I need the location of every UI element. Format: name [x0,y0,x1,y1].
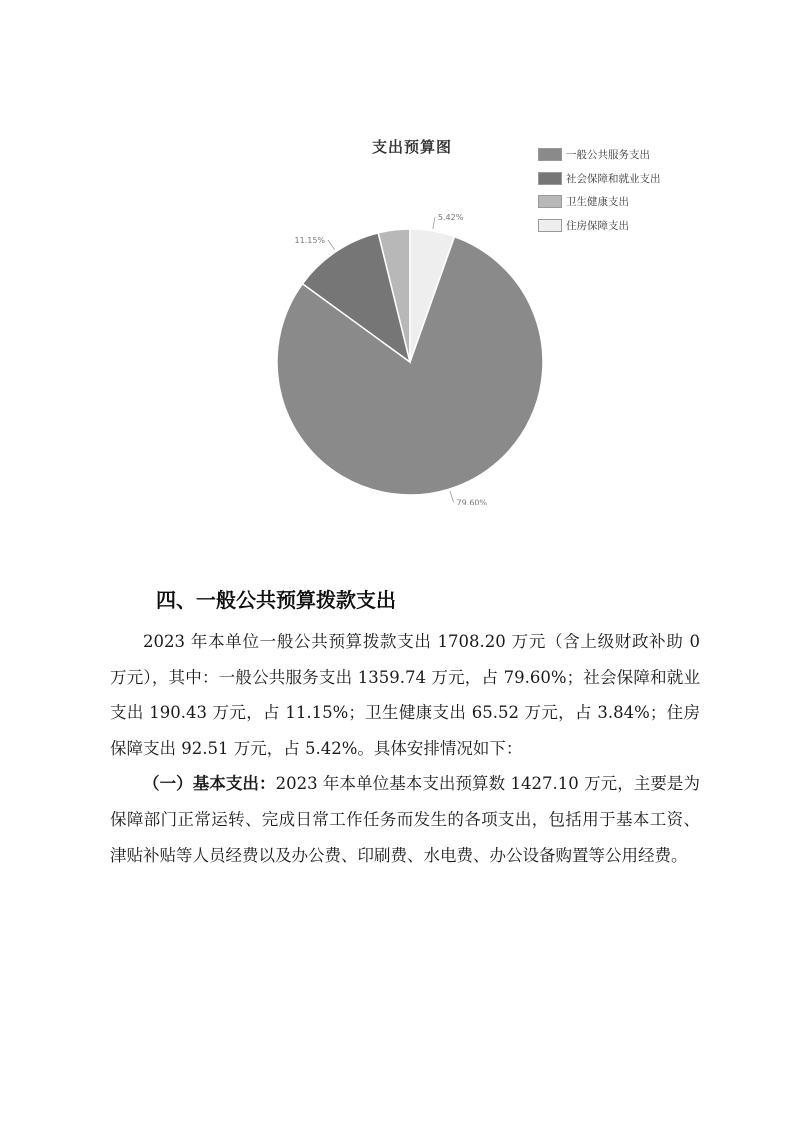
pie-slice-label: 5.42% [437,213,464,223]
subsection-text: 2023 年本单位基本支出预算数 1427.10 万元，主要是为保障部门正常运转、完成日常工作任务而发生的各项支出，包括用于基本工资、津贴补贴等人员经费以及办公费、印刷费、水电费、办公设备购置等公用经费。 [110,774,701,865]
legend-swatch [538,148,562,161]
legend-label: 一般公共服务支出 [566,149,650,162]
legend-label: 卫生健康支出 [566,196,629,209]
document-body [110,624,700,873]
legend-item [538,167,661,191]
legend-swatch [538,172,562,185]
paragraph: 2023 年本单位一般公共预算拨款支出 1708.20 万元（含上级财政补助 0 万元），其中：一般公共服务支出 1359.74 万元，占 79.60%；社会保障和就业支出 190.43 万元，占 11.15%；卫生健康支出 65.52 万元，占 3.84%；住房保障支出 92.51 万元，占 5.42%。具体安排情况如下： [110,632,700,758]
legend-label: 住房保障支出 [566,219,629,232]
pie-leader-line [433,217,435,229]
pie-slice-label: 79.60% [456,498,488,505]
paragraph [110,766,700,873]
pie-leader-line [450,491,454,502]
pie-leader-line [328,240,335,250]
chart-title: 支出预算图 [372,138,453,156]
legend-item [538,143,661,167]
section-heading: 四、一般公共预算拨款支出 [156,588,396,612]
pie-slice-label: 11.15% [294,235,326,245]
legend-label: 社会保障和就业支出 [566,172,661,185]
subsection-label: （一）基本支出： [143,774,276,794]
pie-chart [220,195,590,505]
